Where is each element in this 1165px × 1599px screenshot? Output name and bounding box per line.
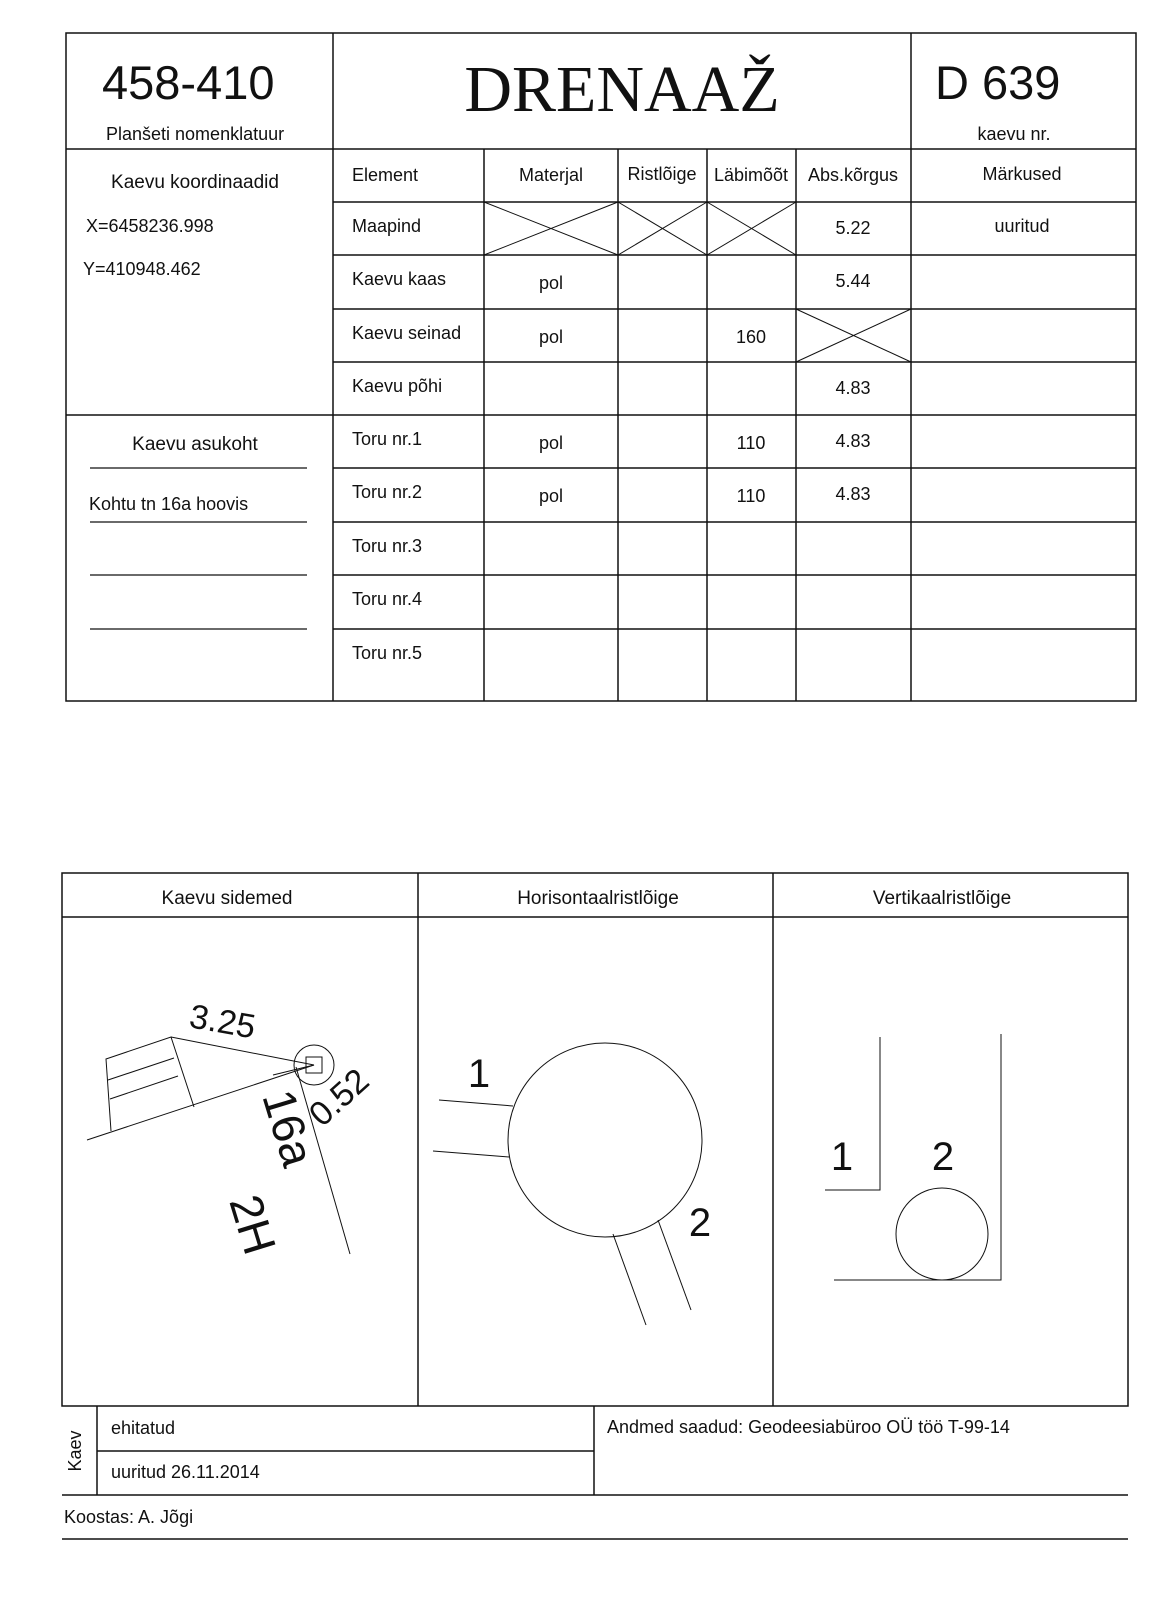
cell-element: Toru nr.2 (352, 482, 423, 502)
built-status: ehitatud (111, 1418, 176, 1438)
pipe-number-label: 2 (931, 1135, 955, 1179)
cell-elevation: 4.83 (835, 378, 871, 398)
well-number: D 639 (935, 56, 1061, 109)
cell-material: pol (538, 273, 564, 293)
cell-material: pol (538, 327, 564, 347)
table-row (352, 323, 766, 347)
sheet-caption: Planšeti nomenklatuur (106, 124, 285, 144)
pipe-number-label: 1 (467, 1052, 491, 1096)
table-row (352, 536, 422, 556)
column-header-cross-section: Ristlõige (627, 164, 697, 184)
table-row (352, 376, 871, 398)
cell-material: pol (538, 433, 564, 453)
page-title: DRENAAŽ (464, 53, 780, 126)
cell-element: Toru nr.5 (352, 643, 423, 663)
tie-distance-label: 0.52 (301, 1061, 377, 1134)
column-header-diameter: Läbimõõt (713, 165, 789, 185)
column-header-material: Materjal (518, 165, 584, 185)
surveyed-status: uuritud 26.11.2014 (111, 1462, 260, 1482)
table-row (352, 429, 871, 453)
table-row (352, 216, 1050, 238)
cell-element: Kaevu põhi (352, 376, 443, 396)
location-line: Kohtu tn 16a hoovis (89, 494, 249, 514)
well-side-label: Kaev (65, 1430, 85, 1472)
cell-elevation: 5.22 (835, 218, 871, 238)
table-row (352, 589, 422, 609)
cell-element: Toru nr.1 (352, 429, 423, 449)
table-body (352, 216, 1050, 663)
building-floors-label: 2H (219, 1188, 287, 1261)
pipe-number-label: 1 (830, 1135, 854, 1179)
cell-element: Toru nr.3 (352, 536, 423, 556)
table-row (352, 643, 422, 663)
well-circle (508, 1043, 702, 1237)
cell-diameter: 160 (735, 327, 767, 347)
cell-element: Toru nr.4 (352, 589, 423, 609)
cell-diameter: 110 (736, 433, 766, 453)
pipe-circle (896, 1188, 988, 1280)
table-row (352, 269, 871, 293)
author: Koostas: A. Jõgi (64, 1507, 194, 1527)
column-header-elevation: Abs.kõrgus (807, 165, 899, 185)
cell-element: Kaevu seinad (352, 323, 462, 343)
cell-elevation: 4.83 (835, 431, 871, 451)
diagram-header-vertical-section: Vertikaalristlõige (872, 888, 1012, 909)
cell-element: Maapind (352, 216, 422, 236)
table-row (352, 482, 871, 506)
data-source: Andmed saadud: Geodeesiabüroo OÜ töö T-99-14 (607, 1417, 1010, 1437)
building-number-label: 16a (252, 1083, 325, 1173)
cell-remarks: uuritud (994, 216, 1050, 236)
column-header-remarks: Märkused (982, 164, 1062, 184)
column-header-element: Element (352, 165, 419, 185)
sheet-number: 458-410 (102, 56, 275, 109)
cell-element: Kaevu kaas (352, 269, 447, 289)
location-label: Kaevu asukoht (132, 434, 258, 455)
cell-elevation: 4.83 (835, 484, 871, 504)
cell-material: pol (538, 486, 564, 506)
cell-elevation: 5.44 (835, 271, 871, 291)
coordinate-y: Y=410948.462 (83, 259, 201, 279)
tie-distance-label: 3.25 (186, 997, 259, 1047)
diagram-header-horizontal-section: Horisontaalristlõige (517, 888, 679, 909)
cell-diameter: 110 (736, 486, 766, 506)
well-number-caption: kaevu nr. (977, 124, 1051, 144)
coordinate-x: X=6458236.998 (86, 216, 214, 236)
coordinates-label: Kaevu koordinaadid (111, 172, 279, 193)
diagram-header-ties: Kaevu sidemed (161, 888, 293, 909)
pipe-number-label: 2 (688, 1201, 712, 1245)
